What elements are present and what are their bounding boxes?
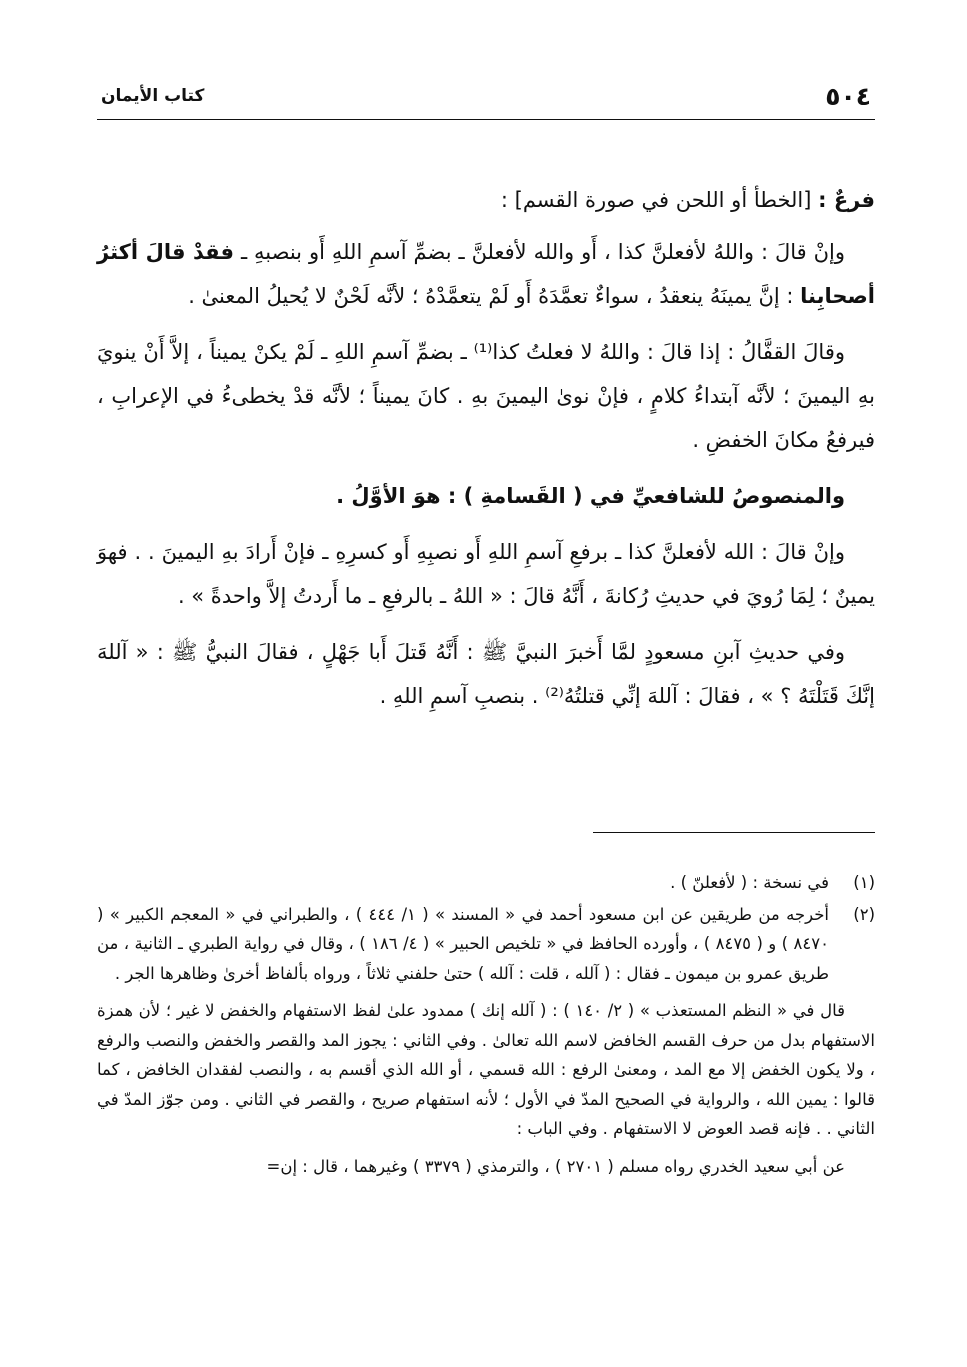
paragraph-3: والمنصوصُ للشافعيِّ في ( القَسامةِ ) : هوَ الأوَّلُ . xyxy=(336,484,845,508)
paragraph-1-end: : إنَّ يمينَهُ ينعقدُ ، سواءٌ تعمَّدَهُ أَو لَمْ يتعمَّدْهُ ؛ لأنَّه لَحْنٌ لا يُحيلُ المعنىٰ . xyxy=(188,284,801,308)
footnote-2 xyxy=(97,900,875,989)
footnote-separator xyxy=(593,832,875,833)
footnote-2-continuation-2: عن أبي سعيد الخدري رواه مسلم ( ٢٧٠١ ) ، والترمذي ( ٣٣٧٩ ) وغيرهما ، قال : إن= xyxy=(266,1156,845,1176)
paragraph-1 xyxy=(97,230,875,318)
footnote-1-text: في نسخة : ( لأفعلنّ ) . xyxy=(670,873,829,892)
paragraph-2: وقالَ القفَّالُ : إذا قالَ : واللهُ لا فعلتُ كذا⁽¹⁾ ـ بضمِّ آسمِ اللهِ ـ لَمْ يكنْ يميناً ، إلاَّ أَنْ ينويَ بهِ اليمينَ ؛ لأنَّه آبتداءُ كلامٍ ، فإنْ نوىٰ اليمينَ بهِ . كانَ يميناً ؛ لأنَّه قدْ يخطىءُ في الإعرابِ ، فيرفعُ مكانَ الخفضِ . xyxy=(97,340,875,452)
footnote-2-continuation: قال في « النظم المستعذب » ( ٢/ ١٤٠ ) : ( آلله إنك ) ممدود علىٰ لفظ الاستفهام والخفض لا غير ؛ لأن همزة الاستفهام بدل من حرف القسم الخافض لاسم الله تعالىٰ . وفي الثاني : يجوز المد والقصر والخفض والنصب والرفع ، ولا يكون الخفض إلا مع المد ، ومعنىٰ الرفع : الله قسمي ، أو الله الذي أقسم به ، والنصب لفقدان الخافض ، كما قالوا : يمين الله ، والرواية في الصحيح المدّ في الأول ؛ لأنه استفهام صريح ، والقصر في الثاني . ومن جوّز المدّ في الثاني . . فإنه قصد العوض لا الاستفهام . وفي الباب : xyxy=(97,1001,875,1138)
main-text xyxy=(97,178,875,730)
page-number: ٥٠٤ xyxy=(825,82,871,111)
page-header xyxy=(97,78,875,120)
paragraph-1-bold: فقدْ قالَ أكثرُ أصحابِنا xyxy=(97,240,875,308)
footnote-2-text: أخرجه من طريقين عن ابن مسعود أحمد في « المسند » ( ١/ ٤٤٤ ) ، والطبراني في « المعجم الكبير » ( ٨٤٧٠ ) و ( ٨٤٧٥ ) ، وأورده الحافظ في « تلخيص الحبير » ( ٤/ ١٨٦ ) ، وقال في رواية الطبري ـ الثانية ، من طريق عمرو بن ميمون ـ فقال : ( آلله ، قلت : آلله ) حتىٰ حلفني ثلاثاً ، ورواه بألفاظ أخرىٰ وظاهرها الجر . xyxy=(97,904,829,983)
paragraph-5: وفي حديثِ آبنِ مسعودٍ لمَّا أَخبرَ النبيَّ ﷺ : أَنَّهُ قَتلَ أَبا جَهْلٍ ، فقالَ النبيُّ ﷺ : « آللهَ إنَّكَ قَتَلْتَهُ ؟ » ، فقالَ : آللهَ إنِّي قتلتُهُ⁽²⁾ . بنصبِ آسمِ اللهِ . xyxy=(97,640,875,708)
section-heading xyxy=(97,178,875,222)
running-title: كتاب الأيمان xyxy=(101,86,205,106)
paragraph-4: وإنْ قالَ : الله لأفعلنَّ كذا ـ برفعِ آسمِ اللهِ أَو نصبِهِ أَو كسرِهِ ـ فإنْ أَرادَ بهِ اليمينَ . . فهوَ يمينٌ ؛ لِمَا رُويَ في حديثِ رُكانةَ ، أَنَّهُ قالَ : « اللهُ ـ بالرفعِ ـ ما أَردتُ إلاَّ واحدةً » . xyxy=(97,540,875,608)
section-heading-label: فرعٌ : xyxy=(818,188,875,212)
footnote-1-number: (١) xyxy=(853,873,875,892)
footnotes xyxy=(97,868,875,1181)
footnote-2-number: (٢) xyxy=(853,904,875,924)
footnote-1 xyxy=(97,868,875,898)
paragraph-1-text: وإنْ قالَ : واللهُ لأفعلنَّ كذا ، أَو والله لأفعلنَّ ـ بضمِّ آسمِ اللهِ أَو بنصبهِ ـ xyxy=(234,240,845,264)
section-heading-title: [الخطأ أو اللحن في صورة القسم] : xyxy=(500,188,819,212)
